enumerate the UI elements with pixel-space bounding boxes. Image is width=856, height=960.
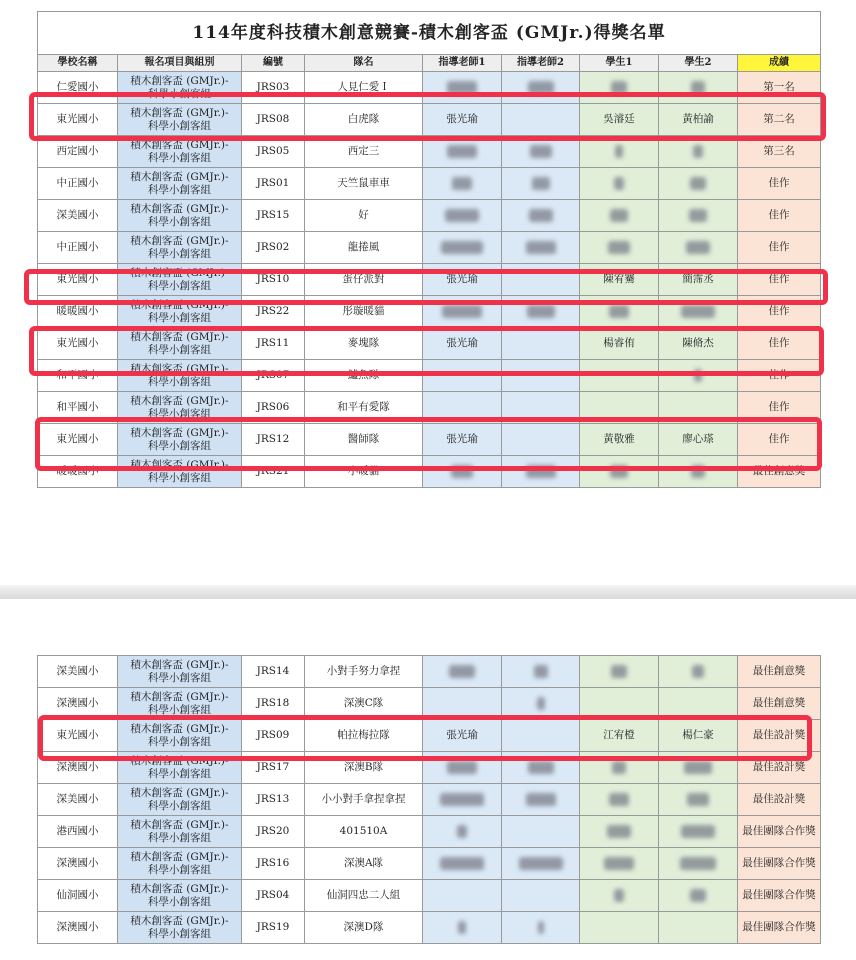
- student2-cell: [659, 912, 738, 943]
- redacted-name: [458, 921, 466, 934]
- redacted-name: [530, 145, 552, 158]
- student1-cell: [580, 848, 659, 879]
- result-cell: 最佳創意獎: [738, 456, 820, 487]
- result-cell: 佳作: [738, 232, 820, 263]
- project-line-1: 積木創客盃 (GMJr.)-: [130, 170, 229, 183]
- project-line-2: 科學小創客組: [148, 279, 211, 292]
- school-cell: 深澳國小: [38, 912, 118, 943]
- teacher1-cell: [423, 232, 502, 263]
- student1-cell: [580, 784, 659, 815]
- redacted-name: [537, 697, 545, 710]
- id-cell: JRS22: [242, 296, 305, 327]
- table-row: [38, 880, 820, 912]
- student2-cell: 廖心瑹: [659, 424, 738, 455]
- project-line-1: 積木創客盃 (GMJr.)-: [130, 330, 229, 343]
- teacher1-cell: 張光瑜: [423, 264, 502, 295]
- school-cell: 東光國小: [38, 104, 118, 135]
- teacher1-cell: [423, 912, 502, 943]
- id-cell: JRS01: [242, 168, 305, 199]
- project-cell: [118, 880, 242, 911]
- redacted-name: [442, 305, 482, 318]
- redacted-name: [609, 793, 629, 806]
- project-line-1: 積木創客盃 (GMJr.)-: [130, 202, 229, 215]
- school-cell: 中正國小: [38, 232, 118, 263]
- id-cell: JRS10: [242, 264, 305, 295]
- student1-cell: [580, 880, 659, 911]
- table-row: [38, 656, 820, 688]
- redacted-name: [681, 305, 715, 318]
- result-cell: 佳作: [738, 328, 820, 359]
- project-line-2: 科學小創客組: [148, 863, 211, 876]
- id-cell: JRS04: [242, 880, 305, 911]
- project-line-1: 積木創客盃 (GMJr.)-: [130, 106, 229, 119]
- teacher1-cell: [423, 168, 502, 199]
- team-cell: 深澳D隊: [305, 912, 423, 943]
- team-cell: 人見仁愛Ｉ: [305, 72, 423, 103]
- result-cell: 最佳設計獎: [738, 784, 820, 815]
- teacher2-cell: [502, 168, 580, 199]
- teacher2-cell: [502, 816, 580, 847]
- teacher2-cell: [502, 880, 580, 911]
- teacher2-cell: [502, 784, 580, 815]
- team-cell: 白虎隊: [305, 104, 423, 135]
- project-line-1: 積木創客盃 (GMJr.)-: [130, 234, 229, 247]
- project-line-1: 積木創客盃 (GMJr.)-: [130, 914, 229, 927]
- team-cell: 和平有愛隊: [305, 392, 423, 423]
- project-line-2: 科學小創客組: [148, 119, 211, 132]
- project-line-1: 積木創客盃 (GMJr.)-: [130, 754, 229, 767]
- teacher1-cell: 張光瑜: [423, 720, 502, 751]
- id-cell: JRS06: [242, 392, 305, 423]
- id-cell: JRS19: [242, 912, 305, 943]
- header-project: 報名項目與組別: [118, 55, 242, 71]
- project-line-2: 科學小創客組: [148, 927, 211, 940]
- project-line-2: 科學小創客組: [148, 375, 211, 388]
- project-line-1: 積木創客盃 (GMJr.)-: [130, 362, 229, 375]
- school-cell: 東光國小: [38, 720, 118, 751]
- team-cell: 深澳C隊: [305, 688, 423, 719]
- project-cell: [118, 168, 242, 199]
- team-cell: 龍捲風: [305, 232, 423, 263]
- project-line-2: 科學小創客組: [148, 343, 211, 356]
- team-cell: 深澳A隊: [305, 848, 423, 879]
- teacher1-cell: [423, 200, 502, 231]
- highlight-box: [24, 266, 828, 305]
- result-cell: 第三名: [738, 136, 820, 167]
- student2-cell: [659, 232, 738, 263]
- student1-cell: 黃敬雅: [580, 424, 659, 455]
- project-line-2: 科學小創客組: [148, 87, 211, 100]
- school-cell: 港西國小: [38, 816, 118, 847]
- project-line-2: 科學小創客組: [148, 671, 211, 684]
- header-student1: 學生1: [580, 55, 659, 71]
- student1-cell: 江宥橙: [580, 720, 659, 751]
- id-cell: JRS09: [242, 720, 305, 751]
- redacted-name: [527, 305, 555, 318]
- project-line-1: 積木創客盃 (GMJr.)-: [130, 690, 229, 703]
- teacher1-cell: [423, 784, 502, 815]
- teacher1-cell: 張光瑜: [423, 104, 502, 135]
- project-cell: [118, 656, 242, 687]
- teacher1-cell: 張光瑜: [423, 424, 502, 455]
- school-cell: 深澳國小: [38, 848, 118, 879]
- project-line-1: 積木創客盃 (GMJr.)-: [130, 394, 229, 407]
- redacted-name: [610, 209, 628, 222]
- team-cell: 401510A: [305, 816, 423, 847]
- redacted-name: [532, 177, 550, 190]
- team-cell: 蛋仔派對: [305, 264, 423, 295]
- project-cell: [118, 912, 242, 943]
- redacted-name: [693, 145, 703, 158]
- team-cell: 小小對手拿捏拿捏: [305, 784, 423, 815]
- redacted-name: [534, 665, 548, 678]
- project-line-2: 科學小創客組: [148, 151, 211, 164]
- teacher1-cell: [423, 656, 502, 687]
- student2-cell: 黃柏諭: [659, 104, 738, 135]
- school-cell: 仁愛國小: [38, 72, 118, 103]
- school-cell: 和平國小: [38, 392, 118, 423]
- student1-cell: [580, 912, 659, 943]
- redacted-name: [608, 241, 630, 254]
- school-cell: 暖暖國小: [38, 456, 118, 487]
- student1-cell: [580, 232, 659, 263]
- student2-cell: 簡霈丞: [659, 264, 738, 295]
- id-cell: JRS17: [242, 752, 305, 783]
- project-line-1: 積木創客盃 (GMJr.)-: [130, 882, 229, 895]
- team-cell: 鱸魚隊: [305, 360, 423, 391]
- redacted-name: [684, 761, 712, 774]
- result-cell: 最佳設計獎: [738, 752, 820, 783]
- project-cell: [118, 784, 242, 815]
- redacted-name: [611, 665, 627, 678]
- project-line-2: 科學小創客組: [148, 767, 211, 780]
- result-cell: 佳作: [738, 264, 820, 295]
- teacher2-cell: [502, 656, 580, 687]
- result-cell: 佳作: [738, 424, 820, 455]
- page-divider: [0, 585, 856, 599]
- teacher1-cell: [423, 816, 502, 847]
- project-line-2: 科學小創客組: [148, 799, 211, 812]
- result-cell: 最佳設計獎: [738, 720, 820, 751]
- result-cell: 第一名: [738, 72, 820, 103]
- project-line-1: 積木創客盃 (GMJr.)-: [130, 266, 229, 279]
- redacted-name: [528, 761, 554, 774]
- school-cell: 暖暖國小: [38, 296, 118, 327]
- header-school: 學校名稱: [38, 55, 118, 71]
- result-cell: 第二名: [738, 104, 820, 135]
- redacted-name: [612, 761, 626, 774]
- id-cell: JRS07: [242, 360, 305, 391]
- table-row: [38, 168, 820, 200]
- student1-cell: [580, 168, 659, 199]
- student2-cell: [659, 816, 738, 847]
- redacted-name: [526, 241, 556, 254]
- redacted-name: [449, 665, 475, 678]
- student2-cell: [659, 168, 738, 199]
- student1-cell: [580, 200, 659, 231]
- redacted-name: [447, 145, 477, 158]
- teacher2-cell: [502, 200, 580, 231]
- teacher1-cell: [423, 848, 502, 879]
- teacher1-cell: [423, 880, 502, 911]
- project-line-2: 科學小創客組: [148, 471, 211, 484]
- team-cell: 好: [305, 200, 423, 231]
- school-cell: 西定國小: [38, 136, 118, 167]
- project-line-1: 積木創客盃 (GMJr.)-: [130, 138, 229, 151]
- redacted-name: [526, 793, 556, 806]
- project-cell: [118, 232, 242, 263]
- id-cell: JRS15: [242, 200, 305, 231]
- result-cell: 最佳團隊合作獎: [738, 848, 820, 879]
- highlight-box: [35, 417, 822, 471]
- school-cell: 深澳國小: [38, 688, 118, 719]
- teacher2-cell: [502, 848, 580, 879]
- student2-cell: [659, 784, 738, 815]
- highlight-box: [29, 92, 826, 141]
- result-cell: 最佳創意獎: [738, 656, 820, 687]
- team-cell: 仙洞四忠二人組: [305, 880, 423, 911]
- redacted-name: [690, 177, 706, 190]
- team-cell: 醫師隊: [305, 424, 423, 455]
- redacted-name: [529, 209, 553, 222]
- student1-cell: [580, 656, 659, 687]
- id-cell: JRS13: [242, 784, 305, 815]
- project-line-1: 積木創客盃 (GMJr.)-: [130, 458, 229, 471]
- project-line-2: 科學小創客組: [148, 735, 211, 748]
- project-line-2: 科學小創客組: [148, 895, 211, 908]
- header-team: 隊名: [305, 55, 423, 71]
- redacted-name: [445, 209, 479, 222]
- project-line-2: 科學小創客組: [148, 703, 211, 716]
- table-row: [38, 912, 820, 944]
- redacted-name: [440, 793, 484, 806]
- result-cell: 最佳團隊合作獎: [738, 816, 820, 847]
- id-cell: JRS03: [242, 72, 305, 103]
- project-line-1: 積木創客盃 (GMJr.)-: [130, 298, 229, 311]
- result-cell: 佳作: [738, 296, 820, 327]
- header-student2: 學生2: [659, 55, 738, 71]
- id-cell: JRS18: [242, 688, 305, 719]
- table-row: [38, 232, 820, 264]
- redacted-name: [614, 889, 624, 902]
- student1-cell: [580, 816, 659, 847]
- project-line-2: 科學小創客組: [148, 247, 211, 260]
- team-cell: 天竺鼠車車: [305, 168, 423, 199]
- school-cell: 東光國小: [38, 264, 118, 295]
- header-teacher1: 指導老師1: [423, 55, 502, 71]
- id-cell: JRS21: [242, 456, 305, 487]
- redacted-name: [680, 857, 716, 870]
- redacted-name: [689, 209, 707, 222]
- redacted-name: [690, 889, 706, 902]
- student2-cell: [659, 200, 738, 231]
- team-cell: 彤璇暖貓: [305, 296, 423, 327]
- id-cell: JRS12: [242, 424, 305, 455]
- redacted-name: [615, 145, 623, 158]
- result-cell: 佳作: [738, 392, 820, 423]
- redacted-name: [604, 857, 634, 870]
- project-line-2: 科學小創客組: [148, 311, 211, 324]
- id-cell: JRS16: [242, 848, 305, 879]
- table-header: [38, 55, 820, 72]
- redacted-name: [607, 825, 631, 838]
- student1-cell: 吳濬廷: [580, 104, 659, 135]
- project-line-2: 科學小創客組: [148, 407, 211, 420]
- id-cell: JRS11: [242, 328, 305, 359]
- teacher2-cell: [502, 232, 580, 263]
- result-cell: 最佳團隊合作獎: [738, 912, 820, 943]
- id-cell: JRS20: [242, 816, 305, 847]
- table-row: [38, 200, 820, 232]
- student2-cell: 陳脩杰: [659, 328, 738, 359]
- school-cell: 深美國小: [38, 784, 118, 815]
- id-cell: JRS08: [242, 104, 305, 135]
- project-cell: [118, 816, 242, 847]
- project-cell: [118, 848, 242, 879]
- student2-cell: [659, 848, 738, 879]
- project-line-1: 積木創客盃 (GMJr.)-: [130, 658, 229, 671]
- highlight-box: [38, 715, 812, 761]
- table-row: [38, 848, 820, 880]
- redacted-name: [441, 241, 483, 254]
- redacted-name: [692, 665, 704, 678]
- school-cell: 深美國小: [38, 656, 118, 687]
- redacted-name: [519, 857, 563, 870]
- team-cell: 深澳B隊: [305, 752, 423, 783]
- school-cell: 中正國小: [38, 168, 118, 199]
- redacted-name: [440, 857, 484, 870]
- school-cell: 東光國小: [38, 328, 118, 359]
- school-cell: 和平國小: [38, 360, 118, 391]
- student2-cell: [659, 656, 738, 687]
- student2-cell: [659, 880, 738, 911]
- student2-cell: 楊仁豪: [659, 720, 738, 751]
- page-2: [0, 599, 856, 960]
- project-line-1: 積木創客盃 (GMJr.)-: [130, 426, 229, 439]
- table-body-page-2: [38, 656, 820, 944]
- result-cell: 佳作: [738, 200, 820, 231]
- redacted-name: [457, 825, 467, 838]
- header-teacher2: 指導老師2: [502, 55, 580, 71]
- id-cell: JRS05: [242, 136, 305, 167]
- result-cell: 最佳團隊合作獎: [738, 880, 820, 911]
- team-cell: 西定三: [305, 136, 423, 167]
- teacher2-cell: [502, 912, 580, 943]
- project-line-1: 積木創客盃 (GMJr.)-: [130, 850, 229, 863]
- team-cell: 麥塊隊: [305, 328, 423, 359]
- redacted-name: [447, 761, 477, 774]
- student1-cell: 陳宥騫: [580, 264, 659, 295]
- project-line-2: 科學小創客組: [148, 439, 211, 452]
- team-cell: 小暖貓: [305, 456, 423, 487]
- team-cell: 帕拉梅拉隊: [305, 720, 423, 751]
- id-cell: JRS02: [242, 232, 305, 263]
- redacted-name: [686, 241, 710, 254]
- table-row: [38, 816, 820, 848]
- project-line-2: 科學小創客組: [148, 831, 211, 844]
- redacted-name: [609, 305, 629, 318]
- highlight-box: [29, 326, 824, 376]
- header-result: 成績: [738, 55, 820, 71]
- header-id: 編號: [242, 55, 305, 71]
- redacted-name: [614, 177, 624, 190]
- project-line-1: 積木創客盃 (GMJr.)-: [130, 74, 229, 87]
- id-cell: JRS14: [242, 656, 305, 687]
- school-cell: 仙洞國小: [38, 880, 118, 911]
- table-row: [38, 784, 820, 816]
- redacted-name: [681, 825, 715, 838]
- result-cell: 佳作: [738, 168, 820, 199]
- teacher1-cell: 張光瑜: [423, 328, 502, 359]
- result-cell: 最佳創意獎: [738, 688, 820, 719]
- project-line-1: 積木創客盃 (GMJr.)-: [130, 722, 229, 735]
- document-title: 114年度科技積木創意競賽-積木創客盃 (GMJr.)得獎名單: [38, 12, 820, 55]
- student1-cell: 楊睿侑: [580, 328, 659, 359]
- school-cell: 深澳國小: [38, 752, 118, 783]
- redacted-name: [687, 793, 709, 806]
- project-line-1: 積木創客盃 (GMJr.)-: [130, 818, 229, 831]
- redacted-name: [452, 177, 472, 190]
- redacted-name: [538, 921, 544, 934]
- project-line-2: 科學小創客組: [148, 215, 211, 228]
- project-line-1: 積木創客盃 (GMJr.)-: [130, 786, 229, 799]
- team-cell: 小對手努力拿捏: [305, 656, 423, 687]
- result-cell: 佳作: [738, 360, 820, 391]
- project-cell: [118, 200, 242, 231]
- school-cell: 東光國小: [38, 424, 118, 455]
- award-table-page-2: [37, 655, 821, 944]
- school-cell: 深美國小: [38, 200, 118, 231]
- project-line-2: 科學小創客組: [148, 183, 211, 196]
